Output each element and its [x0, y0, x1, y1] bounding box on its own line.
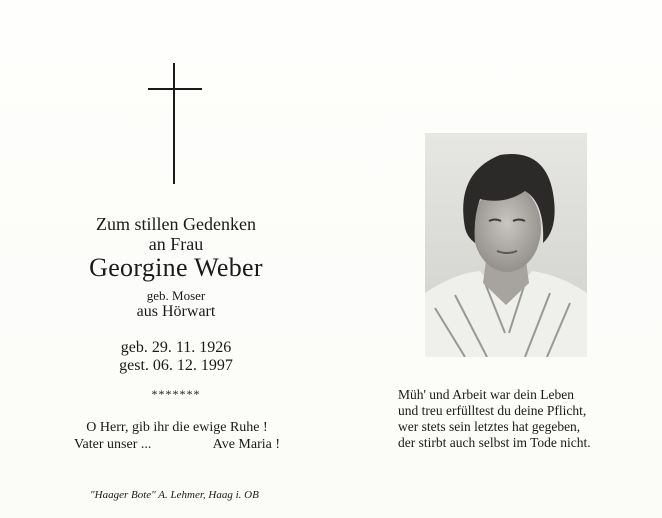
- poem-line-4: der stirbt auch selbst im Tode nicht.: [398, 435, 591, 450]
- salutation: an Frau: [148, 234, 204, 254]
- birth-date: geb. 29. 11. 1926: [120, 339, 232, 356]
- portrait-photo: [425, 133, 587, 357]
- printer-credit: "Haager Bote" A. Lehmer, Haag i. OB: [90, 489, 259, 501]
- poem-line-1: Müh' und Arbeit war dein Leben: [398, 387, 575, 402]
- deceased-name: Georgine Weber: [89, 253, 263, 282]
- maiden-name: geb. Moser: [146, 288, 206, 303]
- separator: *******: [151, 387, 201, 401]
- prayer-line-2: [74, 437, 280, 453]
- poem-line-2: und treu erfülltest du deine Pflicht,: [398, 403, 587, 418]
- cross-vertical-bar: [173, 63, 175, 184]
- memorial-heading: Zum stillen Gedenken: [96, 214, 256, 234]
- poem-line-3: wer stets sein letztes hat gegeben,: [398, 419, 581, 434]
- portrait-image: [425, 133, 587, 357]
- prayer-ave-maria: Ave Maria !: [212, 437, 280, 452]
- cross-horizontal-bar: [148, 88, 202, 90]
- prayer-vater-unser: Vater unser ...: [74, 437, 152, 452]
- hometown: aus Hörwart: [136, 303, 216, 320]
- death-date: gest. 06. 12. 1997: [119, 357, 233, 374]
- prayer-line-1: O Herr, gib ihr die ewige Ruhe !: [86, 420, 268, 435]
